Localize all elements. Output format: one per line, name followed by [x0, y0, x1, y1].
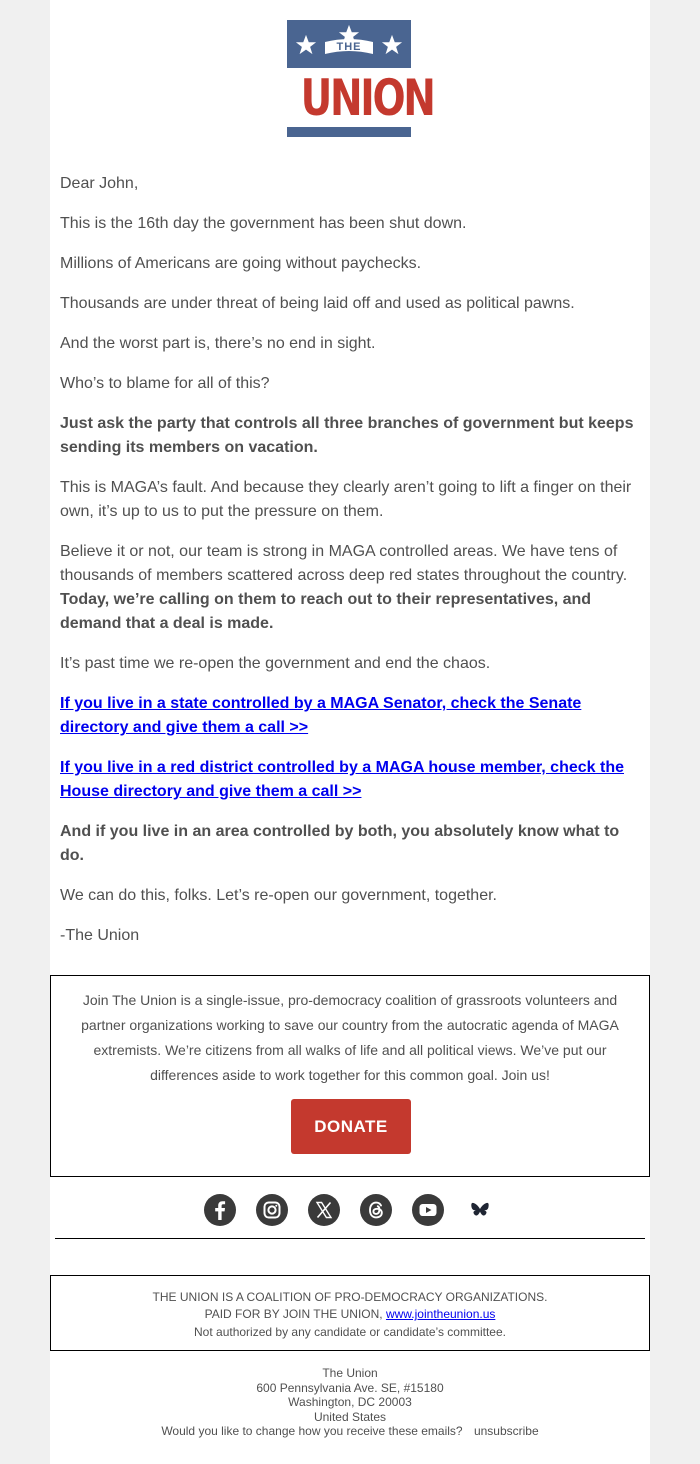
- about-description: Join The Union is a single-issue, pro-democracy coalition of grassroots volunteers and partner organizations working to save our country from the autocratic agenda of MAGA extremists. We’re citizens from all walks of life and all political views. We’ve put our differences aside to work together for this common goal. Join us!: [81, 992, 619, 1083]
- website-link[interactable]: www.jointheunion.us: [385, 1307, 496, 1321]
- logo-union-text: UNION: [300, 69, 434, 127]
- paragraph: And the worst part is, there’s no end in sight.: [60, 335, 376, 352]
- youtube-icon[interactable]: [412, 1194, 444, 1226]
- logo-the-text: THE: [336, 41, 362, 53]
- footer-divider: [55, 1238, 645, 1239]
- social-links: [204, 1194, 504, 1226]
- disclaimer-line: THE UNION IS A COALITION OF PRO-DEMOCRACY ORGANIZATIONS.: [152, 1290, 548, 1304]
- paragraph: We can do this, folks. Let’s re-open our government, together.: [60, 887, 497, 904]
- footer-city: Washington, DC 20003: [288, 1395, 412, 1410]
- footer-address: [50, 1366, 650, 1439]
- letter-body: [60, 172, 640, 964]
- email-preferences: [50, 1424, 650, 1439]
- footer-country: United States: [313, 1409, 387, 1424]
- paid-for-text: PAID FOR BY JOIN THE UNION,: [204, 1307, 386, 1321]
- preferences-link[interactable]: Would you like to change how you receive these emails?: [161, 1424, 463, 1439]
- email-container: [50, 0, 650, 1464]
- star-icon: [295, 34, 317, 56]
- disclaimer-box: [50, 1275, 650, 1351]
- paragraph-bold: And if you live in an area controlled by both, you absolutely know what to do.: [60, 823, 620, 864]
- donate-button[interactable]: DONATE: [291, 1099, 411, 1154]
- cta-paragraph: [60, 756, 640, 804]
- paragraph: This is the 16th day the government has been shut down.: [60, 215, 467, 232]
- paragraph: Thousands are under threat of being laid off and used as political pawns.: [60, 295, 575, 312]
- not-authorized-line: Not authorized by any candidate or candidate’s committee.: [194, 1325, 506, 1339]
- footer-street: 600 Pennsylvania Ave. SE, #15180: [256, 1380, 444, 1395]
- paragraph: It’s past time we re-open the government and end the chaos.: [60, 655, 491, 672]
- bluesky-icon[interactable]: [464, 1194, 496, 1226]
- paragraph: Who’s to blame for all of this?: [60, 375, 270, 392]
- paragraph-bold: Just ask the party that controls all three branches of government but keeps sending its members on vacation.: [60, 415, 634, 456]
- paragraph: This is MAGA’s fault. And because they clearly aren’t going to lift a finger on their own, it’s up to us to put the pressure on them.: [60, 479, 632, 520]
- senate-directory-link[interactable]: If you live in a state controlled by a MAGA Senator, check the Senate directory and give them a call >>: [60, 695, 582, 736]
- paragraph-text: Believe it or not, our team is strong in MAGA controlled areas. We have tens of thousands of members scattered across deep red states throughout the country.: [60, 543, 628, 584]
- footer-org: The Union: [322, 1366, 378, 1380]
- paid-for-line: [51, 1305, 649, 1323]
- star-icon: [381, 34, 403, 56]
- logo-bottom-band: [287, 127, 411, 137]
- signoff: -The Union: [60, 927, 140, 944]
- unsubscribe-link[interactable]: unsubscribe: [473, 1424, 539, 1439]
- x-icon[interactable]: [308, 1194, 340, 1226]
- paragraph: [60, 540, 640, 636]
- house-directory-link[interactable]: If you live in a red district controlled by a MAGA house member, check the House directory and give them a call >>: [60, 759, 624, 800]
- paragraph-bold-text: Today, we’re calling on them to reach out to their representatives, and demand that a deal is made.: [60, 591, 592, 632]
- union-logo: [287, 20, 434, 137]
- instagram-icon[interactable]: [256, 1194, 288, 1226]
- paragraph: Millions of Americans are going without paychecks.: [60, 255, 422, 272]
- threads-icon[interactable]: [360, 1194, 392, 1226]
- about-box: [50, 975, 650, 1177]
- greeting: Dear John,: [60, 175, 139, 192]
- cta-paragraph: [60, 692, 640, 740]
- facebook-icon[interactable]: [204, 1194, 236, 1226]
